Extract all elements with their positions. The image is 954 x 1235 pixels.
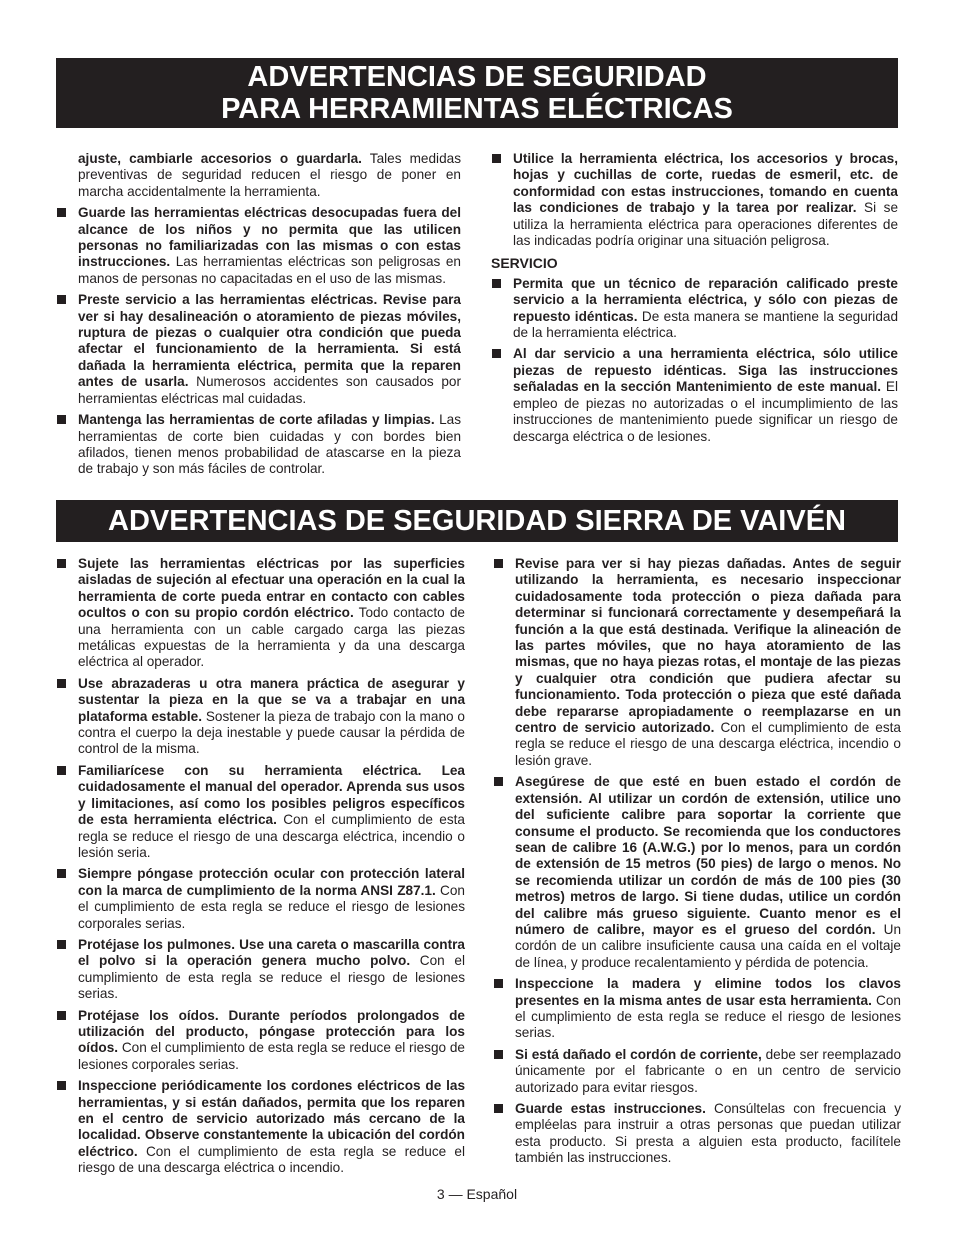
item-bold-text: Al dar servicio a una herramienta eléctrica, sólo utilice piezas de repuesto idénticas. Siga las instrucciones señaladas en la sección Mantenimiento de este manual. (513, 346, 898, 395)
item-bold-text: Protéjase los pulmones. Use una careta o mascarilla contra el polvo si la operación genera mucho polvo. (78, 936, 465, 969)
list-item (491, 151, 898, 249)
item-text: Si se utiliza la herramienta eléctrica para operaciones diferentes de las indicadas podría originar una situación peligrosa. (513, 200, 899, 249)
safety-warnings-header-jigsaw (56, 500, 898, 542)
item-text: Con el cumplimiento de esta regla se reduce el riesgo de lesiones serias. (78, 953, 465, 1002)
item-bold-text: Siempre póngase protección ocular con protección lateral con la marca de cumplimiento de la norma ANSI Z87.1. (78, 866, 465, 898)
list-item (56, 1078, 465, 1176)
item-bold-text: Familiarícese con su herramienta eléctrica. Lea cuidadosamente el manual del operador. Aprenda sus usos y limitaciones, así como los posibles peligros específicos de esta herramienta eléctrica. (78, 762, 465, 828)
square-bullet-icon (57, 1081, 66, 1090)
item-text: Tales medidas preventivas de seguridad reducen el riesgo de poner en marcha accidentalmente la herramienta. (78, 151, 461, 199)
item-bold-text: Use abrazaderas u otra manera práctica de asegurar y sustentar la pieza en la que se va a trabajar en una plataforma estable. (78, 675, 465, 724)
item-bold-text: Sujete las herramientas eléctricas por las superficies aisladas de sujeción al efectuar una operación en la cual la herramienta de corte pueda entrar en contacto con cables ocultos o con su propio cordón eléctrico. (78, 556, 465, 621)
item-bold-text: Revise para ver si hay piezas dañadas. Antes de seguir utilizando la herramienta, es necesario inspeccionar cuidadosamente toda protección o pieza dañada para determinar si funcionará correctamente y desempeñará la función a la que está destinada. Verifique la alineación de las partes móviles, que no haya atoramiento de las mismas, que no haya piezas rotas, el montaje de las piezas y cualquier otra condición que pudiera afectar su funcionamiento. Toda protección o pieza que esté dañada debe repararse apropiadamente o reemplazarse en un centro de servicio autorizado. (515, 556, 901, 736)
square-bullet-icon (57, 559, 66, 568)
square-bullet-icon (57, 415, 66, 424)
square-bullet-icon (494, 777, 503, 786)
list-item (56, 676, 465, 758)
item-bold-text: Inspeccione periódicamente los cordones eléctricos de las herramientas, y si están dañados, permita que los reparen en el centro de servicio autorizado más cercano de la localidad. Observe constantemente la ubicación del cordón eléctrico. (78, 1078, 465, 1159)
square-bullet-icon (492, 349, 501, 358)
column-3 (56, 556, 465, 1182)
square-bullet-icon (494, 979, 503, 988)
item-text: Con el cumplimiento de esta regla se reduce el riesgo de una descarga eléctrica, incendio o lesión grave. (515, 720, 901, 768)
square-bullet-icon (494, 1050, 503, 1059)
item-text: De esta manera se mantiene la seguridad de la herramienta eléctrica. (513, 308, 898, 341)
square-bullet-icon (57, 940, 66, 949)
square-bullet-icon (57, 766, 66, 775)
list-item (56, 292, 461, 407)
item-bold-text: Si está dañado el cordón de corriente, (515, 1046, 762, 1062)
square-bullet-icon (57, 208, 66, 217)
list-item (56, 937, 465, 1003)
list-item (56, 556, 465, 671)
list-item (491, 346, 898, 444)
item-bold-text: ajuste, cambiarle accesorios o guardarla. (78, 151, 362, 166)
item-text: Con el cumplimiento de esta regla se reduce el riesgo de lesiones corporales serias. (78, 1040, 465, 1072)
item-text: Un cordón de un calibre insuficiente causa una caída en el voltaje de línea, y produce recalentamiento y pérdida de potencia. (515, 921, 901, 970)
header-line-2: PARA HERRAMIENTAS ELÉCTRICAS (221, 93, 733, 125)
square-bullet-icon (57, 869, 66, 878)
header-title: ADVERTENCIAS DE SEGURIDAD SIERRA DE VAIVÉN (108, 505, 846, 537)
item-bold-text: Mantenga las herramientas de corte afiladas y limpias. (78, 412, 435, 428)
square-bullet-icon (492, 154, 501, 163)
item-text: Con el cumplimiento de esta regla se reduce el riesgo de una descarga eléctrica o incendio. (78, 1143, 465, 1176)
square-bullet-icon (494, 559, 503, 568)
item-text: Con el cumplimiento de esta regla se reduce el riesgo de lesiones serias. (515, 992, 901, 1041)
item-bold-text: Utilice la herramienta eléctrica, los accesorios y brocas, hojas y cuchillas de corte, ruedas de esmeril, etc. de conformidad con estas instrucciones, tomando en cuenta las condiciones de trabajo y la tarea por realizar. (513, 151, 898, 216)
item-text: Con el cumplimiento de esta regla se reduce el riesgo de lesiones corporales serias. (78, 882, 465, 931)
list-item (493, 774, 901, 971)
square-bullet-icon (57, 679, 66, 688)
item-text: Con el cumplimiento de esta regla se reduce el riesgo de una descarga eléctrica, incendio o lesión seria. (78, 812, 465, 860)
column-1 (56, 151, 461, 483)
item-text: Consúltelas con frecuencia y empléelas para instruir a otras personas que puedan utilizar esta producto. Si presta a alguien esta producto, facilítele también las instrucciones. (515, 1101, 901, 1166)
square-bullet-icon (57, 295, 66, 304)
list-item (493, 1101, 901, 1167)
list-item (493, 556, 901, 769)
list-item (56, 866, 465, 932)
square-bullet-icon (492, 279, 501, 288)
list-item (56, 412, 461, 478)
list-item (56, 1008, 465, 1074)
safety-warnings-header-power-tools (56, 58, 898, 128)
item-bold-text: Preste servicio a las herramientas eléctricas. Revise para ver si hay desalineación o atoramiento de piezas móviles, ruptura de piezas o cualquier otra condición que pueda afectar el funcionamiento de la herramienta. Si está dañada la herramienta eléctrica, permita que la reparen antes de usarla. (78, 292, 461, 390)
square-bullet-icon (57, 1011, 66, 1020)
item-text: Sostener la pieza de trabajo con la mano o contra el cuerpo la deja inestable y puede causar la pérdida de control de la misma. (78, 708, 465, 757)
item-bold-text: Inspeccione la madera y elimine todos los clavos presentes en la misma antes de usar esta herramienta. (515, 976, 901, 1008)
column-2 (491, 151, 898, 450)
item-text: Numerosos accidentes son causados por herramientas eléctricas mal cuidadas. (78, 374, 461, 406)
page-number: 3 — Español (436, 1186, 518, 1202)
item-text: debe ser reemplazado únicamente por el fabricante o en un centro de servicio autorizado para evitar riesgos. (515, 1046, 902, 1095)
section-heading-servicio: SERVICIO (491, 255, 558, 272)
list-item (493, 976, 901, 1042)
list-item (493, 1047, 901, 1096)
column-4 (493, 556, 901, 1172)
item-bold-text: Protéjase los oídos. Durante períodos prolongados de utilización del producto, póngase protección para los oídos. (78, 1007, 465, 1056)
item-bold-text: Asegúrese de que esté en buen estado el cordón de extensión. Al utilizar un cordón de extensión, utilice uno del suficiente calibre para soportar la corriente que consume el producto. Se recomienda que los conductores sean de calibre 16 (A.W.G.) por lo menos, para un cordón de extensión de 15 metros (50 pies) de largo o menos. No se recomienda utilizar un cordón de más de 100 pies (30 metros) metros de largo. Si tiene dudas, utilice un cordón del calibre más grueso siguiente. Cuanto menor es el número de calibre, mayor es el grueso del cordón. (515, 774, 901, 937)
list-item (491, 276, 898, 342)
item-bold-text: Guarde estas instrucciones. (515, 1101, 706, 1116)
item-text: Todo contacto de una herramienta con un cable cargado carga las piezas metálicas expuestas de la herramienta y da una descarga eléctrica al operador. (78, 605, 465, 670)
item-bold-text: Permita que un técnico de reparación calificado preste servicio a la herramienta eléctrica, y sólo con piezas de repuesto idénticas. (513, 275, 898, 324)
item-bold-text: Guarde las herramientas eléctricas desocupadas fuera del alcance de los niños y no permita que las utilicen personas no familiarizadas con las mismas o con estas instrucciones. (78, 205, 461, 270)
list-item (56, 151, 461, 200)
item-text: El empleo de piezas no autorizadas o el incumplimiento de las instrucciones de mantenimiento puede significar un riesgo de descarga eléctrica o de lesiones. (513, 379, 898, 444)
item-text: Las herramientas eléctricas son peligrosas en manos de personas no capacitadas en el uso de las mismas. (78, 254, 461, 286)
item-text: Las herramientas de corte bien cuidadas y con bordes bien afilados, tienen menos probabilidad de atascarse en la pieza de trabajo y son más fáciles de controlar. (78, 412, 461, 477)
header-line-1: ADVERTENCIAS DE SEGURIDAD (247, 61, 707, 93)
list-item (56, 763, 465, 861)
list-item (56, 205, 461, 287)
square-bullet-icon (494, 1104, 503, 1113)
